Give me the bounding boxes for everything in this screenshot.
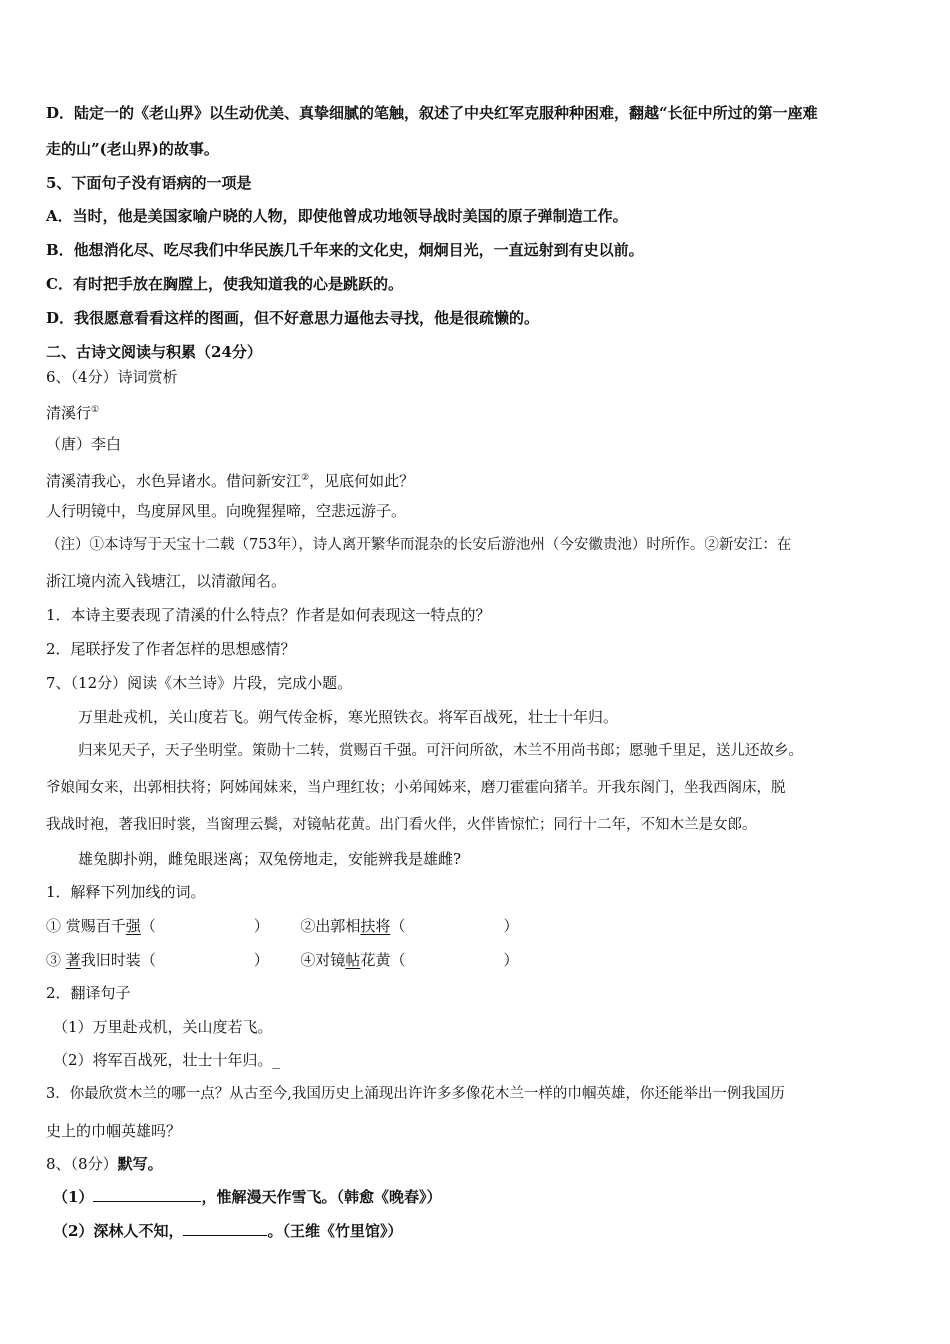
poem-line-1-text-end: ，见底何如此？ xyxy=(309,472,415,490)
mulan-para-3: 雄兔脚扑朔，雌兔眼迷离；双兔傍地走，安能辨我是雄雌? xyxy=(78,850,462,868)
fill-blank[interactable] xyxy=(183,1221,267,1236)
recite-line-2 xyxy=(53,1221,906,1241)
vocab-row-2 xyxy=(46,950,906,970)
vocab-3-number: ③ xyxy=(46,951,66,969)
q8-stem xyxy=(46,1154,906,1174)
q6-sub1: 1．本诗主要表现了清溪的什么特点？作者是如何表现这一特点的？ xyxy=(46,606,491,624)
mulan-para-2-line3: 我战时袍，著我旧时裳，当窗理云鬓，对镜帖花黄。出门看火伴，火伴皆惊忙；同行十二年，不知木兰是女郎。 xyxy=(46,817,757,833)
footnote-marker: ② xyxy=(301,473,310,483)
q7-sub3-line2: 史上的巾帼英雄吗？ xyxy=(46,1122,182,1140)
q8-stem-text: 默写。 xyxy=(117,1155,163,1173)
recite-1-text: ，惟解漫天作雪飞。（韩愈《晚春》） xyxy=(201,1188,442,1206)
poem-title: 清溪行 xyxy=(46,404,92,422)
poem-line-1 xyxy=(46,468,906,491)
recite-2-text-end: 。（王维《竹里馆》） xyxy=(267,1222,403,1240)
q6-sub2: 2．尾联抒发了作者怎样的思想感情？ xyxy=(46,640,296,658)
footnote-marker: ① xyxy=(91,405,100,415)
q4-option-d-line1: D．陆定一的《老山界》以生动优美、真挚细腻的笔触，叙述了中央红军克服种种困难，翻越“长征中所过的第一座难 xyxy=(46,104,818,122)
recite-2-text: （2）深林人不知， xyxy=(53,1222,184,1240)
poem-note-line2: 浙江境内流入钱塘江，以清澈闻名。 xyxy=(46,572,287,590)
q5-stem: 5、下面句子没有语病的一项是 xyxy=(46,174,252,192)
section-heading: 二、古诗文阅读与积累（24分） xyxy=(46,343,262,361)
fill-blank[interactable] xyxy=(93,1187,201,1202)
poem-line-2: 人行明镜中，鸟度屏风里。向晚猩猩啼，空悲远游子。 xyxy=(46,502,407,520)
answer-paren-close: ） xyxy=(503,917,519,935)
q7-sub1: 1．解释下列加线的词。 xyxy=(46,883,206,901)
mulan-para-1: 万里赴戎机，关山度若飞。朔气传金柝，寒光照铁衣。将军百战死，壮士十年归。 xyxy=(78,708,619,726)
vocab-4-underlined: 帖 xyxy=(345,951,361,969)
vocab-1-underlined: 强 xyxy=(125,917,141,935)
answer-paren-open: （ xyxy=(390,951,406,969)
answer-paren-close: ） xyxy=(253,951,269,969)
vocab-4-text: ④对镜 xyxy=(300,951,346,969)
q5-option-d: D．我很愿意看看这样的图画，但不好意思力逼他去寻找，他是很疏懒的。 xyxy=(46,309,540,327)
answer-paren-close: ） xyxy=(503,951,519,969)
q6-stem: 6、（4分）诗词赏析 xyxy=(46,368,178,386)
poem-author: （唐）李白 xyxy=(46,435,122,453)
answer-paren-open: （ xyxy=(390,917,406,935)
vocab-3-underlined: 著 xyxy=(65,951,81,969)
vocab-1-text: ① 赏赐百千 xyxy=(46,917,126,935)
mulan-para-2-line1: 归来见天子，天子坐明堂。策勋十二转，赏赐百千强。可汗问所欲，木兰不用尚书郎；愿驰千里足，送儿还故乡。 xyxy=(78,743,803,759)
translate-2: （2）将军百战死，壮士十年归。_ xyxy=(53,1051,281,1069)
vocab-3-text: 我旧时装 xyxy=(80,951,141,969)
recite-1-number: （1） xyxy=(53,1188,94,1206)
vocab-row-1 xyxy=(46,916,906,936)
vocab-2-underlined: 扶将 xyxy=(360,917,391,935)
q4-option-d-line2: 走的山”(老山界)的故事。 xyxy=(46,140,219,158)
answer-paren-open: （ xyxy=(140,951,156,969)
mulan-para-2-line2: 爷娘闻女来，出郭相扶将；阿姊闻妹来，当户理红妆；小弟闻姊来，磨刀霍霍向猪羊。开我东阁门，坐我西阁床，脱 xyxy=(46,780,786,796)
poem-line-1-text: 清溪清我心，水色异诸水。借问新安江 xyxy=(46,472,302,490)
answer-paren-open: （ xyxy=(140,917,156,935)
q7-stem: 7、（12分）阅读《木兰诗》片段，完成小题。 xyxy=(46,674,353,692)
q7-sub2: 2．翻译句子 xyxy=(46,984,131,1002)
poem-note-line1: （注）①本诗写于天宝十二载（753年），诗人离开繁华而混杂的长安后游池州（今安徽贵池）时所作。②新安江：在 xyxy=(46,537,792,553)
q5-option-b: B．他想消化尽、吃尽我们中华民族几千年来的文化史，炯炯目光，一直远射到有史以前。 xyxy=(46,241,644,259)
q5-option-a: A．当时，他是美国家喻户晓的人物，即使他曾成功地领导战时美国的原子弹制造工作。 xyxy=(46,207,628,225)
q5-option-c: C．有时把手放在胸膛上，使我知道我的心是跳跃的。 xyxy=(46,275,403,293)
recite-line-1 xyxy=(53,1187,906,1207)
vocab-4-text-end: 花黄 xyxy=(360,951,391,969)
answer-paren-close: ） xyxy=(253,917,269,935)
translate-1: （1）万里赴戎机，关山度若飞。 xyxy=(53,1018,273,1036)
vocab-2-text: ②出郭相 xyxy=(300,917,361,935)
q8-stem-number: 8、（8分） xyxy=(46,1155,118,1173)
poem-title-line xyxy=(46,400,906,423)
q7-sub3-line1: 3．你最欣赏木兰的哪一点？从古至今,我国历史上涌现出许许多多像花木兰一样的巾帼英雄，你还能举出一例我国历 xyxy=(46,1086,785,1102)
